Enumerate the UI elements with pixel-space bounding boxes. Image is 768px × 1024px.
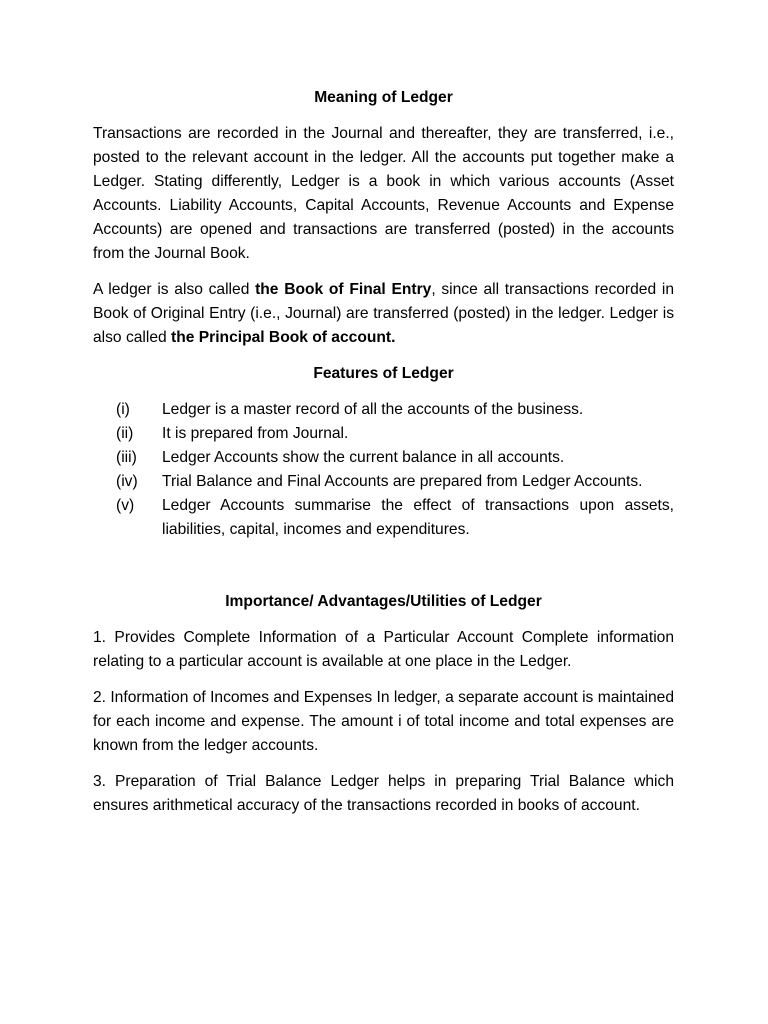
list-item-text: Trial Balance and Final Accounts are prepared from Ledger Accounts. — [162, 473, 643, 490]
features-list — [93, 398, 674, 542]
list-item — [93, 470, 674, 494]
features-heading: Features of Ledger — [313, 365, 454, 382]
list-item-number: (i) — [116, 401, 130, 418]
meaning-paragraph-2-intro: A ledger is also called — [93, 281, 256, 298]
importance-heading: Importance/ Advantages/Utilities of Ledger — [225, 593, 542, 610]
meaning-heading: Meaning of Ledger — [314, 89, 453, 106]
list-item-number: (ii) — [116, 425, 134, 442]
book-of-final-entry-term: the Book of Final Entry — [255, 281, 432, 298]
importance-point-2: 2. Information of Incomes and Expenses In ledger, a separate account is maintained for each income and expense. The amount i of total income and total expenses are known from the ledger accounts. — [93, 689, 674, 754]
list-item — [93, 422, 674, 446]
list-item-text: Ledger is a master record of all the accounts of the business. — [162, 401, 584, 418]
list-item-text: It is prepared from Journal. — [162, 425, 349, 442]
meaning-paragraph-2 — [93, 278, 674, 350]
meaning-paragraph-2-middle: , since all transactions recorded in Book of Original Entry (i.e., Journal) are transferred (posted) in the ledger. Ledger is also called — [93, 281, 674, 346]
meaning-paragraph-1: Transactions are recorded in the Journal and thereafter, they are transferred, i.e., posted to the relevant account in the ledger. All the accounts put together make a Ledger. Stating differently, Ledger is a book in which various accounts (Asset Accounts. Liability Accounts, Capital Accounts, Revenue Accounts and Expense Accounts) are opened and transactions are transferred (posted) in the accounts from the Journal Book. — [93, 125, 674, 262]
list-item-number: (iv) — [116, 473, 138, 490]
list-item — [93, 398, 674, 422]
list-item-text: Ledger Accounts summarise the effect of transactions upon assets, liabilities, capital, incomes and expenditures. — [162, 497, 674, 538]
list-item — [93, 446, 674, 470]
list-item-text: Ledger Accounts show the current balance in all accounts. — [162, 449, 565, 466]
importance-point-1: 1. Provides Complete Information of a Particular Account Complete information relating to a particular account is available at one place in the Ledger. — [93, 629, 674, 670]
list-item — [93, 494, 674, 542]
importance-point-3: 3. Preparation of Trial Balance Ledger helps in preparing Trial Balance which ensures arithmetical accuracy of the transactions recorded in books of account. — [93, 773, 674, 814]
list-item-number: (v) — [116, 497, 135, 514]
principal-book-term: the Principal Book of account. — [171, 329, 396, 346]
list-item-number: (iii) — [116, 449, 137, 466]
